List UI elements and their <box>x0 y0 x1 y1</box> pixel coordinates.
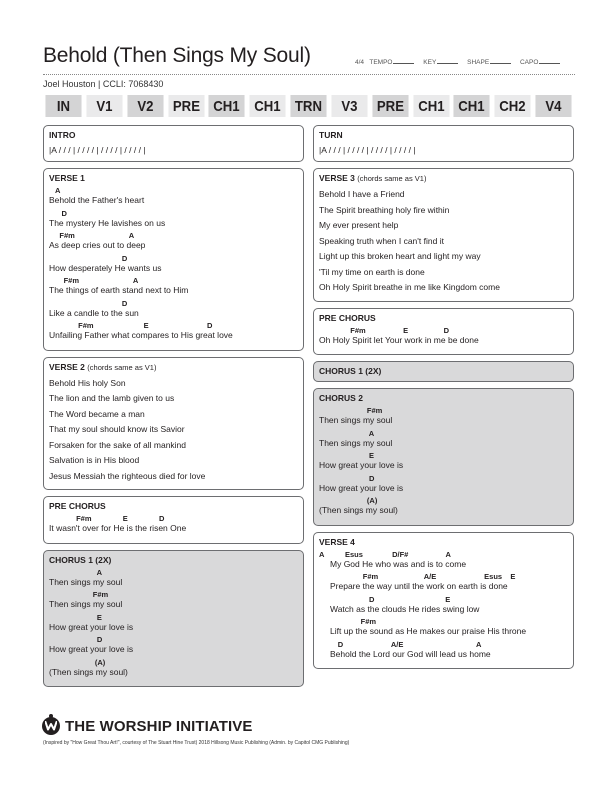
chord-line: F#m <box>319 617 377 626</box>
lyric-line: Behold the Lord our God will lead us home <box>330 648 491 659</box>
lyric-line: As deep cries out to deep <box>49 240 146 250</box>
section-title: INTRO <box>49 130 76 140</box>
section-turn <box>313 125 574 162</box>
section-chorus-2 <box>313 388 574 526</box>
shape-blank <box>490 63 511 64</box>
chord-line: E <box>49 612 102 622</box>
section-chorus-1 <box>43 550 304 688</box>
lyric-line: How desperately He wants us <box>49 262 162 273</box>
flow-item: CH1 <box>413 95 449 117</box>
chord-line: D <box>49 208 67 218</box>
section-title: PRE CHORUS <box>49 501 106 511</box>
chord-line: D <box>49 298 128 308</box>
shape-label: SHAPE <box>467 59 490 66</box>
flow-item: CH1 <box>250 95 286 117</box>
section-note: (chords same as V1) <box>357 174 427 183</box>
lyric-lines <box>49 376 298 485</box>
section-verse-3 <box>313 168 574 302</box>
chord-line: E <box>319 451 375 460</box>
section-verse-4 <box>313 532 574 670</box>
lyric-line: Prepare the way until the work on earth is done <box>330 581 508 591</box>
section-title: CHORUS 1 (2X) <box>319 366 382 376</box>
flow-item: CH2 <box>495 95 531 117</box>
section-verse-1 <box>43 168 304 351</box>
section-title <box>319 173 568 183</box>
footer-brand <box>42 717 253 735</box>
lyric-line: Oh Holy Spirit breathe in me like Kingdom come <box>319 282 500 292</box>
flow-item: V3 <box>331 95 367 117</box>
flow-item: TRN <box>291 95 327 117</box>
lyric-line: The Spirit breathing holy fire within <box>319 204 450 215</box>
chord-line: F#m E D <box>319 325 450 335</box>
tempo-blank <box>393 63 414 64</box>
chord-lines <box>49 187 298 341</box>
time-signature: 4/4 <box>355 59 365 66</box>
right-column <box>313 125 574 675</box>
chord-line: F#m A <box>49 231 135 240</box>
lyric-line: Watch as the clouds He rides swing low <box>330 603 480 614</box>
section-title-text: VERSE 3 <box>319 173 355 183</box>
section-title: TURN <box>319 130 343 140</box>
flow-item: PRE <box>372 95 408 117</box>
key-label: KEY <box>423 59 437 66</box>
lyric-line: How great your love is <box>319 460 404 470</box>
lyric-line: Behold I have a Friend <box>319 189 405 199</box>
brand-name: THE WORSHIP INITIATIVE <box>65 717 253 735</box>
chord-line: F#m A/E Esus E <box>319 572 516 581</box>
chord-line: A Esus D/F# A <box>319 549 451 559</box>
lyric-line: How great your love is <box>49 621 134 632</box>
chord-line: D E <box>319 594 451 604</box>
lyric-line: Then sings my soul <box>319 437 393 448</box>
lyric-line: The lion and the lamb given to us <box>49 393 175 403</box>
lyric-line: That my soul should know its Savior <box>49 424 185 434</box>
lyric-line: Then sings my soul <box>49 576 123 587</box>
lyric-line: Light up this broken heart and light my way <box>319 251 481 261</box>
chord-lines <box>319 327 568 346</box>
flow-item: V1 <box>86 95 122 117</box>
chord-line: (A) <box>49 657 106 667</box>
section-title-text: VERSE 2 <box>49 361 85 372</box>
song-meta <box>355 59 567 66</box>
section-pre-chorus-2 <box>313 308 574 356</box>
chord-line: A <box>49 186 61 195</box>
title-row <box>43 44 573 70</box>
chord-line: F#m A <box>49 276 139 285</box>
lyric-line: Lift up the sound as He makes our praise His throne <box>330 626 527 636</box>
chord-lines <box>319 407 568 516</box>
flow-item: CH1 <box>209 95 245 117</box>
section-title: VERSE 1 <box>49 173 85 183</box>
section-title <box>49 362 298 372</box>
section-title: CHORUS 1 (2X) <box>49 554 112 565</box>
lyric-line: The Word became a man <box>49 408 145 419</box>
tempo-label: TEMPO <box>369 59 393 66</box>
song-flow-bar <box>43 95 574 117</box>
flow-item: CH1 <box>454 95 490 117</box>
chord-lines <box>49 515 298 534</box>
section-note: (chords same as V1) <box>87 362 157 372</box>
capo-label: CAPO <box>519 59 539 66</box>
lyric-lines <box>319 187 568 296</box>
worship-initiative-logo-icon <box>42 717 60 735</box>
flow-item: IN <box>45 95 81 117</box>
section-chorus-1-repeat <box>313 361 574 382</box>
lyric-line: (Then sings my soul) <box>49 666 128 677</box>
section-title: CHORUS 2 <box>319 393 363 403</box>
lyric-line: How great your love is <box>49 644 134 654</box>
chord-line: D <box>319 473 375 483</box>
copyright-credit: (Inspired by "How Great Thou Art!", courtesy of The Stuart Hine Trust) 2018 Hillsong Music Publishing (Admin. by Capitol CMG Publishing) <box>43 740 350 746</box>
lyric-line: Behold the Father's heart <box>49 195 145 205</box>
lyric-line: Jesus Messiah the righteous died for love <box>49 470 206 481</box>
chord-line: F#m E D <box>49 514 165 523</box>
lyric-line: Oh Holy Spirit let Your work in me be done <box>319 334 479 345</box>
chord-line: D <box>49 635 103 644</box>
chord-line: (A) <box>319 496 378 505</box>
lyric-line: Like a candle to the sun <box>49 307 139 318</box>
lyric-line: My ever present help <box>319 220 399 230</box>
lyric-line: Salvation is in His blood <box>49 455 140 465</box>
author-line: Joel Houston | CCLI: 7068430 <box>43 79 164 89</box>
lyric-line: 'Til my time on earth is done <box>319 266 425 277</box>
lyric-line: Then sings my soul <box>49 599 123 609</box>
chord-line: D A/E A <box>319 639 482 649</box>
key-blank <box>437 63 458 64</box>
lyric-line: Unfailing Father what compares to His great love <box>49 330 233 340</box>
bar-notation: |A / / / | / / / / | / / / / | / / / / | <box>319 145 416 155</box>
capo-blank <box>539 63 560 64</box>
flow-item: V2 <box>127 95 163 117</box>
chord-line: A <box>319 428 375 438</box>
chord-line: D <box>49 253 128 263</box>
section-intro <box>43 125 304 162</box>
section-title: VERSE 4 <box>319 536 355 547</box>
lyric-line: Speaking truth when I can't find it <box>319 235 444 246</box>
flow-item: V4 <box>536 95 572 117</box>
dotted-divider <box>43 74 575 75</box>
lyric-line: How great your love is <box>319 482 404 493</box>
lyric-line: The mystery He lavishes on us <box>49 217 166 228</box>
chord-line: F#m <box>49 590 109 599</box>
chord-lines <box>49 569 298 678</box>
chord-line: A <box>49 567 103 577</box>
section-pre-chorus <box>43 496 304 544</box>
chord-line: F#m E D <box>49 321 213 330</box>
lyric-line: My God He who was and is to come <box>330 558 467 569</box>
bar-notation: |A / / / | / / / / | / / / / | / / / / | <box>49 145 146 155</box>
lyric-line: (Then sings my soul) <box>319 505 398 515</box>
section-title: PRE CHORUS <box>319 312 376 323</box>
section-verse-2 <box>43 357 304 491</box>
chord-line: F#m <box>319 406 383 415</box>
lyric-line: The things of earth stand next to Him <box>49 285 189 295</box>
lyric-line: Forsaken for the sake of all mankind <box>49 439 187 450</box>
flow-item: PRE <box>168 95 204 117</box>
song-title: Behold (Then Sings My Soul) <box>43 44 311 67</box>
lyric-line: Then sings my soul <box>319 415 393 425</box>
lyric-line: Behold His holy Son <box>49 377 126 388</box>
lyric-line: It wasn't over for He is the risen One <box>49 523 187 533</box>
left-column <box>43 125 304 693</box>
chord-lines <box>319 551 568 660</box>
